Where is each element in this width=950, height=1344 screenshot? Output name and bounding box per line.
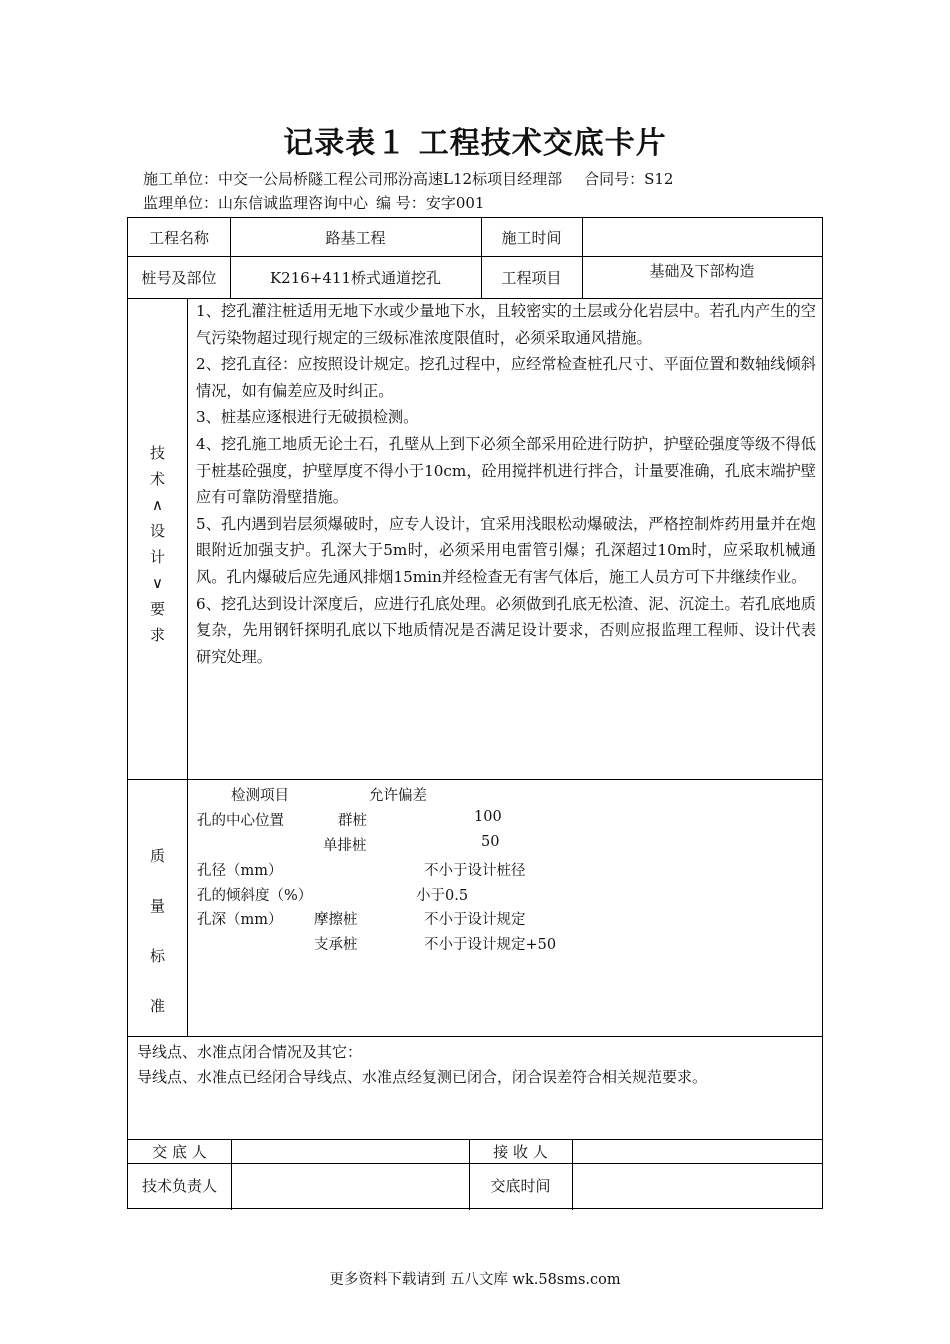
diameter-label: 孔径（mm） — [197, 863, 283, 879]
disclosure-table — [127, 217, 823, 1209]
supervisor-value: 山东信诚监理咨询中心 — [218, 194, 369, 212]
document-title: 记录表１ 工程技术交底卡片 — [283, 126, 667, 161]
contractor-label: 施工单位： — [143, 170, 219, 188]
closing-title: 导线点、水准点闭合情况及其它： — [137, 1043, 363, 1061]
requirement-item: 4、挖孔施工地质无论土石，孔壁从上到下必须全部采用砼进行防护，护壁砼强度等级不得低于桩基砼强度，护壁厚度不得小于10cm，砼用搅拌机进行拌合，计量要准确，孔底末端护壁应有可靠防滑壁措施。 — [196, 434, 816, 507]
tech-lead-value — [231, 1163, 469, 1208]
friction-pile-label: 摩擦桩 — [314, 912, 358, 928]
requirements-text — [196, 298, 816, 670]
tech-lead-label: 技术负责人 — [141, 1177, 217, 1195]
friction-value: 不小于设计规定 — [424, 912, 526, 928]
single-row-pile-label: 单排桩 — [323, 838, 367, 854]
receiver-value — [572, 1139, 822, 1163]
group-pile-value: 100 — [474, 809, 502, 825]
serial-label: 编 号： — [376, 194, 426, 212]
column-divider — [187, 298, 188, 1036]
quality-label: 质 量 标 准 — [149, 847, 165, 1015]
contract-no-label: 合同号： — [584, 170, 645, 188]
handover-time-value — [572, 1163, 822, 1208]
construction-time-value — [582, 218, 822, 256]
requirements-label: 技 术 ∧ 设 计 ∨ 要 求 — [149, 444, 165, 644]
project-name-value: 路基工程 — [325, 228, 386, 247]
contractor-value: 中交一公局桥隧工程公司邢汾高速L12标项目经理部 — [218, 170, 563, 188]
quality-header-item: 检测项目 — [231, 788, 289, 804]
single-row-value: 50 — [481, 834, 500, 850]
bearing-value: 不小于设计规定+50 — [424, 937, 557, 953]
center-position-label: 孔的中心位置 — [197, 813, 284, 829]
requirement-item: 2、挖孔直径：应按照设计规定。挖孔过程中，应经常检查桩孔尺寸、平面位置和数轴线倾斜情况，如有偏差应及时纠正。 — [196, 355, 816, 400]
inclination-value: 小于0.5 — [416, 888, 469, 904]
footer-note: 更多资料下载请到 五八文库 wk.58sms.com — [329, 1272, 621, 1288]
requirement-item: 3、桩基应逐根进行无破损检测。 — [196, 408, 419, 427]
item-value: 基础及下部构造 — [649, 262, 755, 280]
inclination-label: 孔的倾斜度（%） — [197, 888, 313, 904]
contractor-line — [143, 168, 673, 189]
closing-text: 导线点、水准点已经闭合导线点、水准点经复测已闭合，闭合误差符合相关规范要求。 — [137, 1068, 708, 1086]
supervisor-label: 监理单位： — [143, 194, 219, 212]
bearing-pile-label: 支承桩 — [314, 937, 358, 953]
diameter-value: 不小于设计桩径 — [424, 863, 526, 879]
requirement-item: 5、孔内遇到岩层须爆破时，应专人设计，宜采用浅眼松动爆破法，严格控制炸药用量并在炮眼附近加强支护。孔深大于5m时，必须采用电雷管引爆；孔深超过10m时，应采取机械通风。孔内爆破后应先通风排烟15min并经检查无有害气体后，施工人员方可下井继续作业。 — [196, 514, 816, 586]
station-label: 桩号及部位 — [141, 268, 217, 287]
project-name-label: 工程名称 — [148, 228, 209, 247]
row-divider — [128, 779, 822, 780]
handover-time-label: 交底时间 — [490, 1177, 551, 1195]
requirement-item: 1、挖孔灌注桩适用无地下水或少量地下水，且较密实的土层或分化岩层中。若孔内产生的空气污染物超过现行规定的三级标准浓度限值时，必须采取通风措施。 — [196, 302, 816, 347]
station-value: K216+411桥式通道挖孔 — [269, 268, 442, 287]
quality-header-tolerance: 允许偏差 — [369, 788, 427, 804]
handover-person-value — [231, 1139, 469, 1163]
construction-time-label: 施工时间 — [501, 228, 562, 247]
requirement-item: 6、挖孔达到设计深度后，应进行孔底处理。必须做到孔底无松渣、泥、沉淀土。若孔底地质复杂，先用钢钎探明孔底以下地质情况是否满足设计要求，否则应报监理工程师、设计代表研究处理。 — [196, 594, 816, 666]
supervisor-line — [143, 192, 484, 213]
contract-no-value: S12 — [644, 170, 674, 188]
row-divider — [128, 1036, 822, 1037]
handover-person-label: 交 底 人 — [152, 1142, 207, 1161]
serial-value: 安字001 — [425, 194, 485, 212]
depth-label: 孔深（mm） — [197, 912, 283, 928]
group-pile-label: 群桩 — [338, 813, 367, 829]
item-label: 工程项目 — [501, 268, 562, 287]
receiver-label: 接 收 人 — [493, 1142, 548, 1161]
